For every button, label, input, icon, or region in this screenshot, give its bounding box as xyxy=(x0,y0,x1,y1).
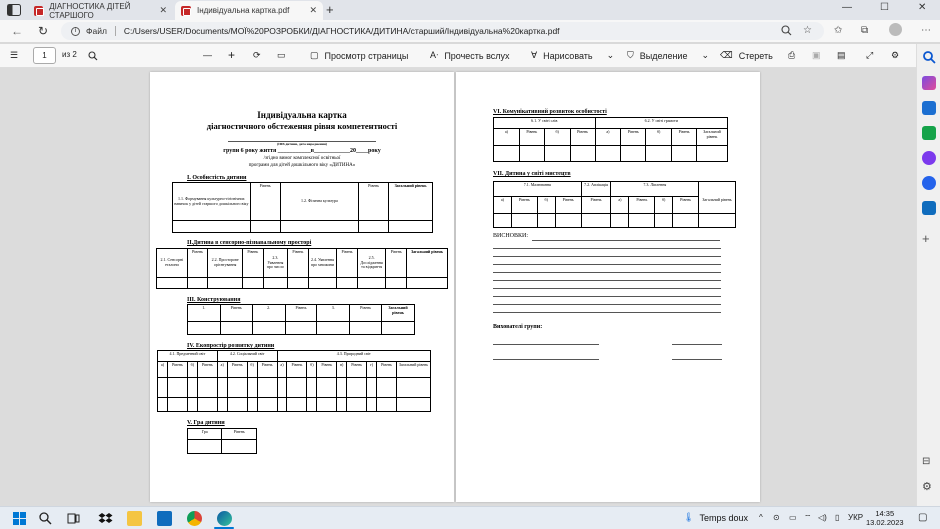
file-explorer-icon[interactable] xyxy=(127,511,142,526)
section-4-heading: IV. Екопростір розвитку дитини xyxy=(187,343,275,349)
collections-icon[interactable]: ⧉ xyxy=(861,25,869,36)
read-aloud-icon: Aᐧ xyxy=(430,50,439,60)
outlook-icon[interactable] xyxy=(922,201,936,215)
page-number-input[interactable]: 1 xyxy=(33,47,56,64)
cell-5-1: Гра xyxy=(188,429,222,440)
more-menu-icon[interactable]: ⋯ xyxy=(921,25,931,36)
pdf-page-2 xyxy=(456,72,760,502)
pdf-viewport[interactable] xyxy=(0,68,916,506)
input-cell[interactable] xyxy=(382,322,415,335)
level-header: Рівень xyxy=(337,249,357,278)
name-caption: (ПІБ дитини, дата народження) xyxy=(277,142,327,146)
section-3-heading: ІІІ. Конструювання xyxy=(187,297,241,303)
task-view-icon[interactable] xyxy=(66,511,81,526)
level-header: Рівень xyxy=(250,183,280,221)
microsoft-365-icon[interactable] xyxy=(922,176,936,190)
avatar[interactable] xyxy=(889,23,902,36)
input-cell[interactable] xyxy=(359,221,389,233)
pdf-icon xyxy=(181,6,191,16)
dropbox-icon[interactable] xyxy=(98,511,113,526)
section-7-table: 7.1. Малювання 7.2. Аплікація 7.3. Ліплення а) Рівень б) Рівень Рівень а) Рівень б) Рівень Загальний рівень xyxy=(493,181,736,228)
level-header: Рівень xyxy=(243,249,263,278)
input-cell[interactable] xyxy=(621,146,646,162)
level-header: Рівень xyxy=(288,249,308,278)
rotate-icon[interactable]: ⟳ xyxy=(253,50,261,60)
url-text: C:/Users/USER/Documents/МОЇ%20РОЗРОБКИ/ДІАГНОСТИКА/ДИТИНА/старший/Індивідуальна%20картка.pdf xyxy=(123,26,560,36)
program-note-1: /згідно вимог комплексної освітньої xyxy=(263,156,341,161)
input-cell[interactable] xyxy=(397,378,431,398)
input-cell[interactable] xyxy=(337,278,357,289)
favorites-icon[interactable]: ✩ xyxy=(834,25,843,36)
program-note-2: програми для дітей дошкільного віку «ДИТИНА» xyxy=(248,163,356,168)
new-tab-button[interactable]: + xyxy=(326,2,334,17)
input-cell[interactable] xyxy=(347,378,367,398)
group-line: групи 6 року життя ___________в____________20____року xyxy=(223,148,381,154)
input-cell[interactable] xyxy=(197,378,217,398)
pdf-toolbar xyxy=(0,44,916,68)
pdf-page-1 xyxy=(150,72,454,502)
close-icon[interactable]: ✕ xyxy=(309,5,317,15)
cell-6-2: 6.2. У світі грамоти xyxy=(595,118,728,129)
total-level-header: Загальний рівень xyxy=(697,129,728,146)
settings-icon[interactable]: ⚙ xyxy=(891,50,900,60)
input-cell[interactable] xyxy=(288,278,308,289)
cell-6-1: 6.1. У світі слів xyxy=(494,118,596,129)
shopping-icon[interactable] xyxy=(922,101,936,115)
save-icon[interactable]: ▣ xyxy=(812,50,821,60)
input-cell[interactable] xyxy=(287,378,307,398)
games-icon[interactable] xyxy=(922,151,936,165)
url-field[interactable] xyxy=(61,22,824,40)
eraser-icon: ⌫ xyxy=(720,50,733,60)
cell-2-5: 2.5. Дослідження та відкриття xyxy=(357,249,386,278)
total-level-header: Загальний рівень xyxy=(397,362,431,378)
sidebar-settings-icon[interactable]: ⚙ xyxy=(922,481,932,493)
level-header: Рівень xyxy=(285,305,317,322)
input-cell[interactable] xyxy=(220,322,252,335)
section-2-heading: ІІ.Дитина в сенсорно-пізнавальному просторі xyxy=(187,240,312,246)
teachers-label: Вихователі групи: xyxy=(493,324,543,330)
input-cell[interactable] xyxy=(406,278,447,289)
level-header: Рівень xyxy=(350,305,382,322)
cell-2-2: 2.2. Просторове орієнтування xyxy=(208,249,243,278)
close-window-button[interactable]: ✕ xyxy=(918,2,927,13)
page-view-icon: ▢ xyxy=(310,50,319,60)
tab-bar xyxy=(0,0,940,20)
level-header: Рівень xyxy=(187,249,207,278)
cell-3-2: 2. xyxy=(252,305,285,322)
cell-4-3: 4.3. Природний світ xyxy=(277,351,431,362)
input-cell[interactable] xyxy=(581,214,611,228)
network-icon[interactable]: ⊙ xyxy=(773,513,780,522)
contents-icon[interactable]: ☰ xyxy=(10,50,19,60)
cell-1-1: 1.1. Формування культурно-гігієнічних навичок у дітей старшого дошкільного віку xyxy=(173,183,251,221)
tab-label: ДІАГНОСТИКА ДІТЕЙ СТАРШОГО xyxy=(49,1,131,20)
tab-label: Індивідуальна картка.pdf xyxy=(197,6,290,15)
hide-sidebar-icon[interactable]: ⊟ xyxy=(922,456,931,467)
section-7-heading: VІІ. Дитина у світі мистецтв xyxy=(493,171,571,177)
input-cell[interactable] xyxy=(222,440,257,454)
level-header: Рівень xyxy=(386,249,406,278)
copilot-icon[interactable] xyxy=(922,76,936,90)
total-level-header: Загальний рівень xyxy=(382,305,415,322)
input-cell[interactable] xyxy=(519,146,544,162)
wifi-icon[interactable]: ⌔ xyxy=(804,513,812,522)
url-scheme-label: Файл xyxy=(86,26,107,36)
cell-1-2: 1.2. Фізична культура xyxy=(280,183,359,221)
back-arrow-icon[interactable]: ← xyxy=(11,24,23,38)
zoom-out-button[interactable]: — xyxy=(203,50,212,60)
level-header: Рівень xyxy=(222,429,257,440)
section-5-table xyxy=(187,428,257,454)
input-cell[interactable] xyxy=(243,278,263,289)
input-cell[interactable] xyxy=(285,322,317,335)
fit-page-icon[interactable]: ▭ xyxy=(277,50,286,60)
input-cell[interactable] xyxy=(570,146,595,162)
section-1-heading: І. Особистість дитини xyxy=(187,175,247,181)
edge-icon[interactable] xyxy=(217,511,232,526)
section-6-heading: VІ. Комунікативний розвиток особистості xyxy=(493,109,607,115)
highlight-icon: ⛉ xyxy=(627,50,634,60)
battery-icon[interactable]: ▯ xyxy=(835,513,840,522)
input-cell[interactable] xyxy=(317,378,337,398)
section-5-heading: V. Гра дитини xyxy=(187,420,225,426)
section-6-table: 6.1. У світі слів 6.2. У світі грамоти а) Рівень б) Рівень а) Рівень б) Рівень Загальний рівень xyxy=(493,117,728,162)
input-cell[interactable] xyxy=(699,214,736,228)
tab-actions-icon[interactable] xyxy=(7,4,21,16)
tab-diagnostics[interactable] xyxy=(28,1,173,20)
highlight-button[interactable]: ⛉ Выделение ⌄ xyxy=(627,50,710,61)
minimize-button[interactable]: — xyxy=(842,2,852,13)
input-cell[interactable] xyxy=(389,221,433,233)
cell-7-3: 7.3. Ліплення xyxy=(611,182,699,197)
input-cell[interactable] xyxy=(673,214,699,228)
cell-3-3: 3. xyxy=(317,305,350,322)
tab-individual-card[interactable] xyxy=(175,1,323,20)
thermometer-icon: 🌡 xyxy=(683,512,695,522)
level-header: Рівень xyxy=(359,183,389,221)
zoom-icon[interactable] xyxy=(781,25,792,36)
taskbar xyxy=(0,506,940,529)
input-cell[interactable] xyxy=(697,146,728,162)
draw-icon: ∀ xyxy=(531,50,538,60)
chevron-up-icon[interactable]: ^ xyxy=(759,513,763,522)
erase-button[interactable]: ⌫ Стереть xyxy=(720,50,773,61)
section-2-table xyxy=(156,248,448,289)
info-icon[interactable]: i xyxy=(71,27,80,36)
volume-icon[interactable]: ◁) xyxy=(818,513,827,522)
read-aloud-button[interactable]: Aᐧ Прочесть вслух xyxy=(430,50,510,61)
total-level-header: Загальний рівень xyxy=(699,197,736,214)
weather-widget[interactable]: 🌡 Temps doux xyxy=(683,512,748,523)
mail-icon[interactable] xyxy=(157,511,172,526)
cell-2-3: 2.3. Уявлення про число xyxy=(263,249,288,278)
print-icon[interactable]: ⎙ xyxy=(788,50,796,60)
address-bar xyxy=(0,20,940,42)
right-sidebar xyxy=(916,44,940,506)
save-as-icon[interactable]: ▤ xyxy=(837,50,846,60)
section-3-table xyxy=(187,304,415,335)
page-view-button[interactable]: ▢ Просмотр страницы xyxy=(310,50,409,61)
fullscreen-icon[interactable]: ⤢ xyxy=(866,50,874,60)
add-sidebar-app-icon[interactable]: + xyxy=(922,231,930,246)
conclusions-label: ВИСНОВКИ: xyxy=(493,233,529,239)
input-cell[interactable] xyxy=(167,378,187,398)
input-cell[interactable] xyxy=(187,278,207,289)
maximize-button[interactable]: ☐ xyxy=(880,2,889,13)
close-icon[interactable]: ✕ xyxy=(159,5,167,15)
chevron-down-icon[interactable]: ⌄ xyxy=(606,50,615,60)
cell-2-1: 2.1. Сенсорні еталони xyxy=(157,249,188,278)
section-4-table: 4.1. Предметний світ 4.2. Соціальний світ 4.3. Природний світ а) Рівень б) Рівень а) Рівень б) Рівень а) Рівень б) Рівень в) Рівень г) Рівень Загальний рівень xyxy=(157,350,431,412)
input-cell[interactable] xyxy=(350,322,382,335)
level-header: Рівень xyxy=(220,305,252,322)
input-cell[interactable] xyxy=(257,378,277,398)
cell-2-4: 2.4. Уявлення про множини xyxy=(308,249,337,278)
cell-3-1: 1. xyxy=(188,305,221,322)
input-cell[interactable] xyxy=(227,378,247,398)
cell-4-1: 4.1. Предметний світ xyxy=(158,351,218,362)
input-cell[interactable] xyxy=(555,214,581,228)
input-cell[interactable] xyxy=(511,214,537,228)
cell-4-2: 4.2. Соціальний світ xyxy=(217,351,277,362)
input-cell[interactable] xyxy=(386,278,406,289)
search-icon[interactable] xyxy=(38,511,53,526)
draw-button[interactable]: ∀ Нарисовать ⌄ xyxy=(531,50,615,61)
zoom-in-button[interactable]: + xyxy=(228,48,236,62)
refresh-icon[interactable]: ↻ xyxy=(38,24,49,38)
language-indicator[interactable]: УКР xyxy=(848,513,864,522)
cell-7-2: 7.2. Аплікація xyxy=(581,182,611,197)
total-level-header: Загальний рівень xyxy=(389,183,433,221)
input-cell[interactable] xyxy=(377,378,397,398)
chevron-down-icon[interactable]: ⌄ xyxy=(701,50,710,60)
input-cell[interactable] xyxy=(250,221,280,233)
search-icon[interactable] xyxy=(88,51,98,61)
chrome-icon[interactable] xyxy=(187,511,202,526)
section-1-table xyxy=(172,182,433,233)
favorite-add-icon[interactable]: ☆ xyxy=(803,25,812,36)
display-icon[interactable]: ▭ xyxy=(789,513,797,522)
search-icon[interactable] xyxy=(922,50,936,64)
total-level-header: Загальний рівень xyxy=(406,249,447,278)
card-title-line1: Індивідуальна картка xyxy=(257,110,347,120)
pdf-icon xyxy=(34,6,43,16)
notifications-icon[interactable]: ▢ xyxy=(918,512,928,523)
page-total: из 2 xyxy=(62,50,77,59)
windows-start-icon[interactable] xyxy=(12,511,27,526)
tools-icon[interactable] xyxy=(922,126,936,140)
card-title-line2: діагностичного обстеження рівня компетентності xyxy=(206,121,398,131)
input-cell[interactable] xyxy=(672,146,697,162)
clock[interactable]: 14:35 13.02.2023 xyxy=(866,509,904,527)
cell-7-1: 7.1. Малювання xyxy=(494,182,582,197)
input-cell[interactable] xyxy=(629,214,655,228)
